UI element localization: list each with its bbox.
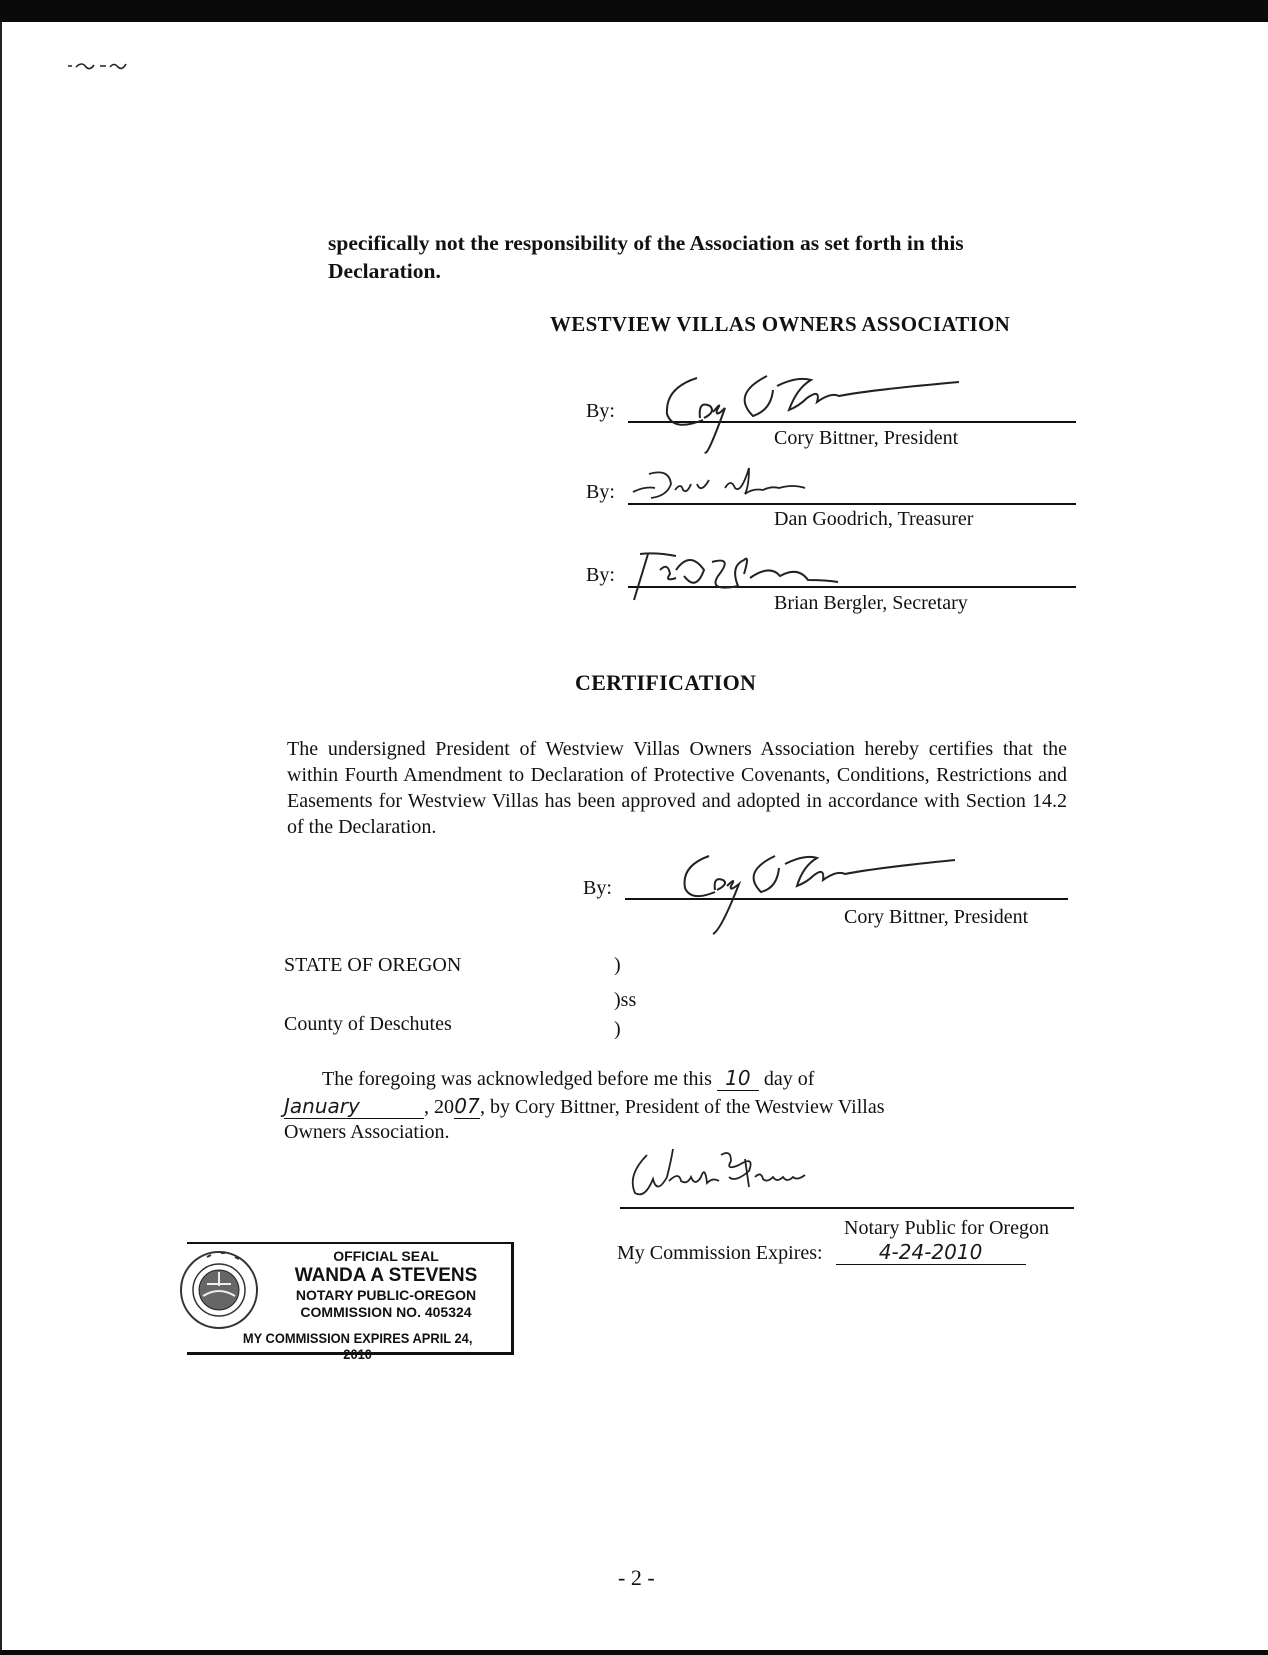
signer-name-3: Brian Bergler, Secretary — [774, 592, 968, 614]
ack-text-3: , 20 — [424, 1096, 454, 1118]
signer-name-1: Cory Bittner, President — [774, 427, 959, 449]
seal-notary-name: WANDA A STEVENS — [294, 1265, 478, 1286]
ack-year-filled: 07 — [454, 1094, 480, 1118]
by-label-3: By: — [586, 564, 615, 586]
ack-day-filled: 10 — [717, 1066, 759, 1091]
seal-notary-title: NOTARY PUBLIC-OREGON — [295, 1287, 477, 1303]
scan-artifact-mark — [66, 58, 156, 74]
seal-text-block — [265, 1248, 507, 1321]
by-label-1: By: — [586, 400, 615, 422]
signature-wanda-stevens — [625, 1147, 885, 1207]
cert-signer-name: Cory Bittner, President — [844, 906, 1029, 928]
page-number: - 2 - — [618, 1565, 655, 1590]
ack-text-5: Owners Association. — [284, 1121, 450, 1143]
venue-state: STATE OF OREGON — [284, 954, 462, 976]
signer-name-2: Dan Goodrich, Treasurer — [774, 508, 974, 530]
certification-paragraph: The undersigned President of Westview Villas Owners Association hereby certifies that the within Fourth Amendment to Declaration of Protective Covenants, Conditions, Restrictions and Easements for Westview Villas has been approved and adopted in accordance with Section 14.2 of the Declaration. — [287, 738, 1067, 838]
seal-expiration: MY COMMISSION EXPIRES APRIL 24, 2010 — [242, 1330, 473, 1362]
acknowledgment-line-2 — [284, 1094, 885, 1119]
seal-commission-number: COMMISSION NO. 405324 — [300, 1304, 472, 1320]
acknowledgment-line-1 — [322, 1066, 814, 1091]
commission-label: My Commission Expires: — [617, 1242, 823, 1264]
venue-paren-top: ) — [614, 954, 621, 976]
notary-commission — [617, 1240, 1026, 1265]
ack-text-1: The foregoing was acknowledged before me this — [322, 1068, 712, 1090]
scan-left-edge — [0, 22, 2, 1650]
scan-top-border — [0, 0, 1268, 22]
by-label-2: By: — [586, 481, 615, 503]
venue-county: County of Deschutes — [284, 1013, 452, 1035]
ack-text-4: , by Cory Bittner, President of the Westview Villas — [480, 1096, 885, 1118]
ack-month-filled: January — [284, 1094, 424, 1119]
closing-paragraph: specifically not the responsibility of the Association as set forth in this Declaration. — [328, 231, 964, 283]
signature-dan-goodrich — [625, 462, 885, 508]
oregon-state-seal-icon — [177, 1248, 261, 1332]
notary-seal-stamp — [187, 1242, 514, 1362]
ack-text-2: day of — [763, 1068, 815, 1090]
association-title: WESTVIEW VILLAS OWNERS ASSOCIATION — [550, 312, 1011, 336]
venue-paren-bottom: ) — [614, 1018, 621, 1040]
cert-by-label: By: — [583, 877, 612, 899]
seal-heading: OFFICIAL SEAL — [333, 1248, 439, 1264]
certification-heading: CERTIFICATION — [575, 670, 757, 695]
venue-ss: )ss — [614, 989, 637, 1011]
notary-signature-line — [620, 1207, 1074, 1209]
commission-date: 4-24-2010 — [836, 1240, 1026, 1265]
notary-title: Notary Public for Oregon — [844, 1217, 1049, 1239]
scan-bottom-border — [0, 1650, 1268, 1655]
